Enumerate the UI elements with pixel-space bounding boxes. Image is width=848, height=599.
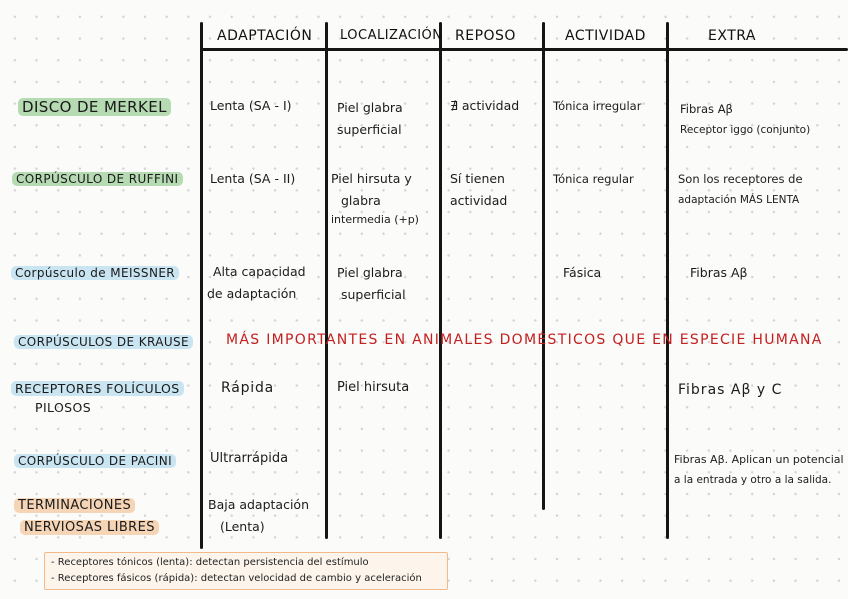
row-label-pacini [14,452,176,471]
cell-line: Sí tienen [450,171,505,186]
column-divider [200,22,203,549]
cell-merkel-localizacion [337,97,403,141]
row-label-krause [14,333,193,352]
column-header-reposo: REPOSO [455,28,516,44]
cell-ruffini-adaptacion: Lenta (SA - II) [210,171,296,186]
row-label-meissner [11,264,179,283]
cell-libres-adaptacion [208,494,309,538]
row-label-text: DISCO DE MERKEL [18,98,171,116]
cell-line: superficial [341,287,406,302]
cell-ruffini-extra [678,169,803,211]
cell-line: Fibras Aβ. Aplican un potencial [674,453,844,466]
cell-line: actividad [450,193,508,208]
cell-ruffini-actividad: Tónica regular [553,172,634,186]
cell-line: Son los receptores de [678,172,803,186]
cell-pacini-adaptacion: Ultrarrápida [210,451,289,466]
cell-foliculos-extra: Fibras Aβ y C [678,382,783,398]
cell-meissner-localizacion [337,262,406,306]
row-label-terminaciones-libres [14,495,159,539]
legend-note-line: - Receptores fásicos (rápida): detectan velocidad de cambio y aceleración [51,573,422,584]
krause-banner: MÁS IMPORTANTES EN ANIMALES DOMÉSTICOS QUE EN ESPECIE HUMANA [226,332,823,348]
legend-note [44,552,448,590]
row-label-text-line1: RECEPTORES FOLÍCULOS [11,381,184,396]
legend-note-line: - Receptores tónicos (lenta): detectan persistencia del estímulo [51,557,369,568]
cell-ruffini-localizacion [331,168,419,228]
cell-line: Alta capacidad [213,264,306,279]
cell-meissner-adaptacion [207,261,306,305]
column-divider [439,22,442,539]
cell-line: superficial [337,122,402,137]
row-label-text: CORPÚSCULOS DE KRAUSE [14,335,193,349]
cell-line: (Lenta) [220,519,265,534]
cell-line: intermedia (+p) [331,213,419,226]
cell-line: a la entrada y otro a la salida. [674,474,832,486]
cell-merkel-extra [680,99,810,141]
cell-merkel-reposo: ∄ actividad [450,98,520,113]
cell-line: Baja adaptación [208,497,310,512]
cell-pacini-extra [674,449,844,491]
cell-line: glabra [341,193,381,208]
cell-foliculos-adaptacion: Rápida [221,380,275,396]
column-header-adaptacion: ADAPTACIÓN [217,28,313,44]
cell-ruffini-reposo [450,168,507,212]
cell-line: Fibras Aβ [680,102,733,116]
column-divider [325,22,328,539]
cell-merkel-actividad: Tónica irregular [553,99,642,113]
cell-merkel-adaptacion: Lenta (SA - I) [210,98,292,113]
cell-line: de adaptación [207,286,297,301]
row-label-text-line1: TERMINACIONES [14,498,135,513]
column-header-localizacion: LOCALIZACIÓN [340,28,443,43]
row-label-text: CORPÚSCULO DE RUFFINI [12,172,183,186]
row-label-text-line2: NERVIOSAS LIBRES [20,520,159,535]
cell-line: Piel glabra [337,265,403,280]
row-label-ruffini [12,170,183,189]
row-label-merkel [18,98,171,116]
column-divider [542,22,545,510]
column-header-actividad: ACTIVIDAD [565,28,646,44]
cell-meissner-extra: Fibras Aβ [690,265,748,280]
cell-line: Receptor iggo (conjunto) [680,124,811,136]
row-label-text-line2: PILOSOS [35,400,92,415]
column-divider [666,22,669,539]
cell-line: Piel hirsuta y [331,171,412,186]
row-label-text: CORPÚSCULO DE PACINI [14,454,176,468]
column-header-extra: EXTRA [708,28,756,44]
row-label-text: Corpúsculo de MEISSNER [11,266,179,280]
header-divider [200,48,848,51]
cell-line: Piel glabra [337,100,403,115]
row-label-foliculos-pilosos [11,380,184,418]
cell-foliculos-localizacion: Piel hirsuta [337,380,410,395]
cell-line: adaptación MÁS LENTA [678,194,800,206]
cell-meissner-actividad: Fásica [563,265,602,280]
